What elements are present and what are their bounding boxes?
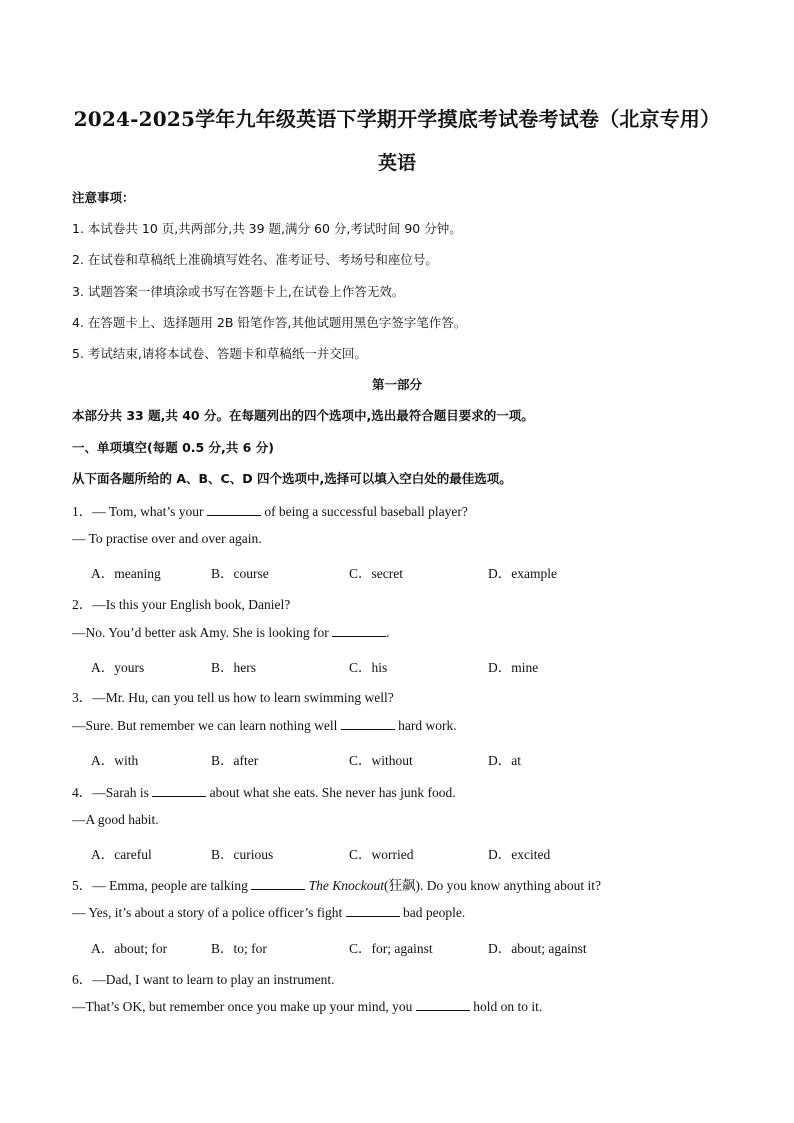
option-a[interactable]: A．careful [91, 847, 152, 862]
options-row [0, 562, 794, 580]
part-title: 第一部分 [371, 377, 422, 392]
notice-item: 1. 本试卷共 10 页,共两部分,共 39 题,满分 60 分,考试时间 90 分钟。 [72, 221, 462, 236]
option-a[interactable]: A．yours [91, 660, 145, 675]
question-text: — Yes, it’s about a story of a police officer’s fight [72, 905, 343, 920]
option-a[interactable]: A．about; for [91, 941, 168, 956]
question-5 [72, 874, 601, 894]
question-1 [72, 500, 468, 520]
question-text: hard work. [398, 718, 457, 733]
option-b[interactable]: B．curious [211, 847, 274, 862]
question-text: 5．— Emma, people are talking [72, 878, 248, 893]
notice-item: 5. 考试结束,请将本试卷、答题卡和草稿纸一并交回。 [72, 346, 367, 361]
notice-item: 4. 在答题卡上、选择题用 2B 铅笔作答,其他试题用黑色字签字笔作答。 [72, 315, 467, 330]
option-b[interactable]: B．hers [211, 660, 256, 675]
question-3-reply [72, 718, 457, 734]
question-text: bad people. [402, 905, 466, 920]
question-text: about what she eats. She never has junk food. [209, 785, 456, 800]
answer-blank [332, 625, 386, 637]
option-a[interactable]: A．meaning [91, 566, 161, 581]
answer-blank [251, 878, 305, 890]
options-row [0, 656, 794, 674]
question-text: of being a successful baseball player? [264, 504, 468, 519]
option-c[interactable]: C．for; against [349, 941, 433, 956]
question-text: 4．—Sarah is [72, 785, 149, 800]
option-c[interactable]: C．secret [349, 566, 403, 581]
section-title: 一、单项填空(每题 0.5 分,共 6 分) [72, 440, 274, 455]
question-4 [72, 781, 456, 801]
notice-item: 2. 在试卷和草稿纸上准确填写姓名、准考证号、考场号和座位号。 [72, 252, 438, 267]
option-d[interactable]: D．example [488, 566, 557, 581]
section-instruction: 从下面各题所给的 A、B、C、D 四个选项中,选择可以填入空白处的最佳选项。 [72, 471, 512, 486]
options-row [0, 843, 794, 861]
subject-title: 英语 [377, 152, 416, 174]
option-d[interactable]: D．about; against [488, 941, 587, 956]
question-3: 3．—Mr. Hu, can you tell us how to learn swimming well? [72, 690, 394, 705]
question-text: . [386, 625, 390, 640]
film-title: The Knockout [308, 878, 384, 893]
question-text: 1．— Tom, what’s your [72, 504, 204, 519]
question-text: hold on to it. [473, 999, 543, 1014]
option-a[interactable]: A．with [91, 753, 139, 768]
answer-blank [152, 785, 206, 797]
option-c[interactable]: C．without [349, 753, 413, 768]
answer-blank [416, 999, 470, 1011]
part-intro: 本部分共 33 题,共 40 分。在每题列出的四个选项中,选出最符合题目要求的一项。 [72, 408, 534, 423]
options-row [0, 937, 794, 955]
options-row [0, 749, 794, 767]
question-6-reply [72, 999, 542, 1015]
question-text: —Sure. But remember we can learn nothing well [72, 718, 338, 733]
question-5-reply [72, 905, 465, 921]
question-2: 2．—Is this your English book, Daniel? [72, 597, 291, 612]
option-b[interactable]: B．course [211, 566, 269, 581]
option-d[interactable]: D．at [488, 753, 521, 768]
answer-blank [207, 504, 261, 516]
notice-heading: 注意事项： [72, 190, 135, 205]
option-d[interactable]: D．mine [488, 660, 539, 675]
option-d[interactable]: D．excited [488, 847, 551, 862]
question-text: —That’s OK, but remember once you make up your mind, you [72, 999, 413, 1014]
question-text: —No. You’d better ask Amy. She is looking for [72, 625, 329, 640]
question-4-reply: —A good habit. [72, 812, 159, 827]
notice-item: 3. 试题答案一律填涂或书写在答题卡上,在试卷上作答无效。 [72, 284, 405, 299]
answer-blank [341, 718, 395, 730]
option-c[interactable]: C．his [349, 660, 388, 675]
question-text: (狂飙). Do you know anything about it? [383, 878, 602, 893]
exam-title: 2024-2025学年九年级英语下学期开学摸底考试卷考试卷（北京专用） [73, 107, 721, 131]
option-c[interactable]: C．worried [349, 847, 414, 862]
option-b[interactable]: B．to; for [211, 941, 267, 956]
question-6: 6．—Dad, I want to learn to play an instrument. [72, 972, 335, 987]
question-1-reply: — To practise over and over again. [72, 531, 262, 546]
option-b[interactable]: B．after [211, 753, 259, 768]
question-2-reply [72, 625, 390, 641]
answer-blank [346, 905, 400, 917]
